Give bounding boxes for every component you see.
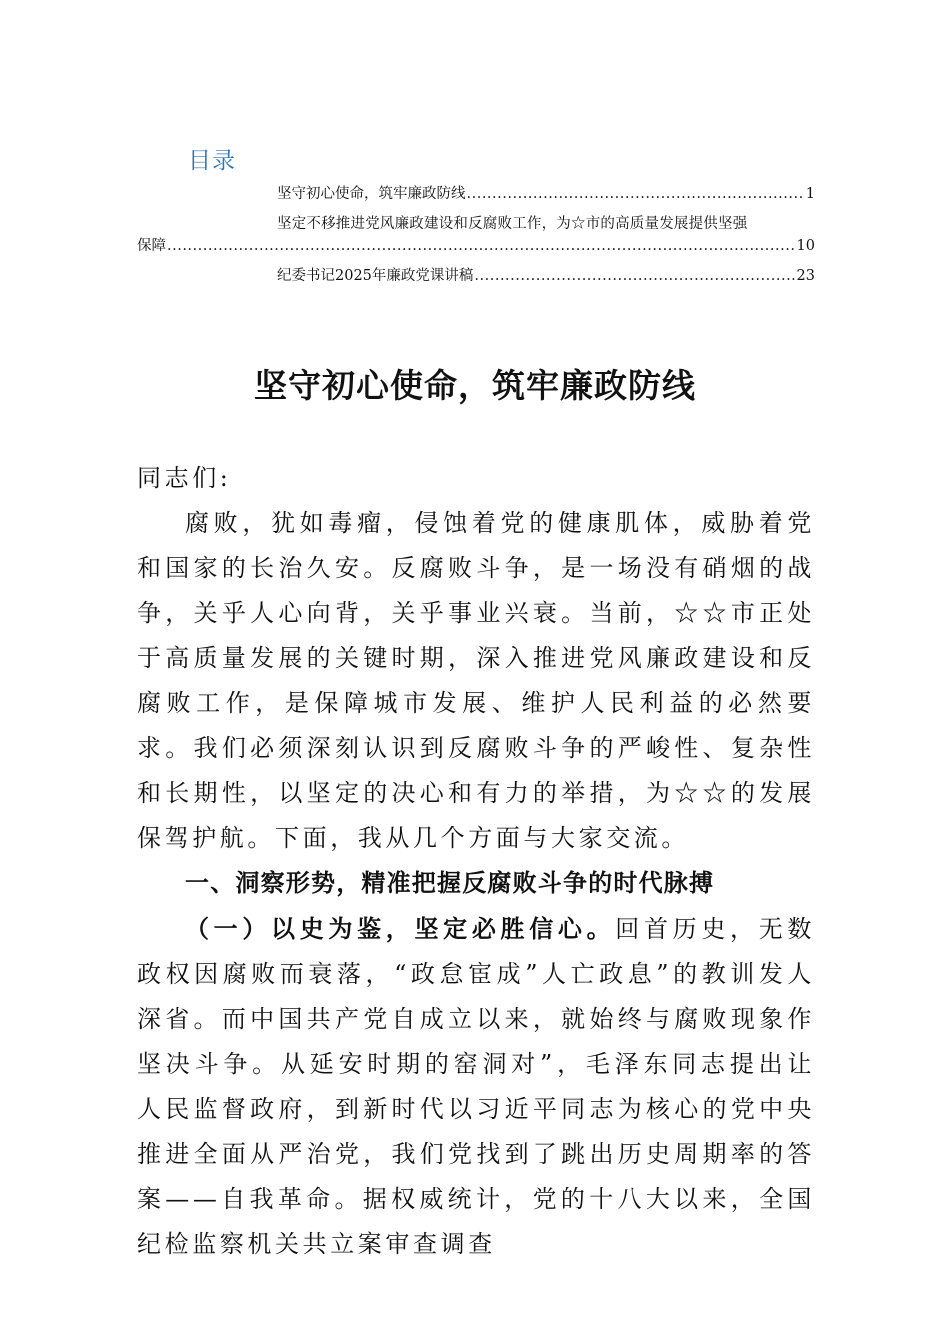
toc-entry-title: 坚守初心使命，筑牢廉政防线 bbox=[277, 186, 466, 202]
toc-entry[interactable] bbox=[137, 213, 815, 257]
paragraph: 腐败，犹如毒瘤，侵蚀着党的健康肌体，威胁着党和国家的长治久安。反腐败斗争，是一场没有硝烟的战争，关乎人心向背，关乎事业兴衰。当前，☆☆市正处于高质量发展的关键时期，深入推进党风廉政建设和反腐败工作，是保障城市发展、维护人民利益的必然要求。我们必须深刻认识到反腐败斗争的严峻性、复杂性和长期性，以坚定的决心和有力的举措，为☆☆的发展保驾护航。下面，我从几个方面与大家交流。 bbox=[137, 509, 815, 852]
toc-entry[interactable] bbox=[137, 183, 815, 205]
section-heading: 一、洞察形势，精准把握反腐败斗争的时代脉搏 bbox=[185, 869, 715, 897]
toc-entry-title-continued: 保障 bbox=[137, 238, 166, 254]
toc-leader-dots bbox=[167, 235, 796, 257]
toc-entry-title: 坚定不移推进党风廉政建设和反腐败工作，为☆市的高质量发展提供坚强 bbox=[277, 216, 748, 232]
toc-leader-dots bbox=[467, 183, 805, 205]
table-of-contents bbox=[137, 183, 815, 287]
paragraph bbox=[137, 906, 815, 1267]
document-body bbox=[137, 456, 815, 1267]
toc-entry[interactable] bbox=[137, 265, 815, 287]
toc-entry-page: 10 bbox=[796, 238, 815, 254]
toc-leader-dots bbox=[474, 265, 795, 287]
subsection-lead: （一）以史为鉴，坚定必胜信心。 bbox=[185, 914, 616, 943]
document-title: 坚守初心使命，筑牢廉政防线 bbox=[254, 366, 696, 405]
toc-entry-page: 23 bbox=[796, 268, 815, 284]
toc-heading: 目录 bbox=[188, 148, 236, 174]
toc-entry-page: 1 bbox=[805, 186, 815, 202]
toc-entry-title: 纪委书记2025年廉政党课讲稿 bbox=[277, 268, 474, 284]
salutation: 同志们: bbox=[137, 464, 232, 492]
subsection-text: 回首历史，无数政权因腐败而衰落，“政怠宦成”人亡政息”的教训发人深省。而中国共产党自成立以来，就始终与腐败现象作坚决斗争。从延安时期的窑洞对”，毛泽东同志提出让人民监督政府，到新时代以习近平同志为核心的党中央推进全面从严治党，我们党找到了跳出历史周期率的答案——自我革命。据权威统计，党的十八大以来，全国纪检监察机关共立案审查调查 bbox=[137, 915, 816, 1258]
